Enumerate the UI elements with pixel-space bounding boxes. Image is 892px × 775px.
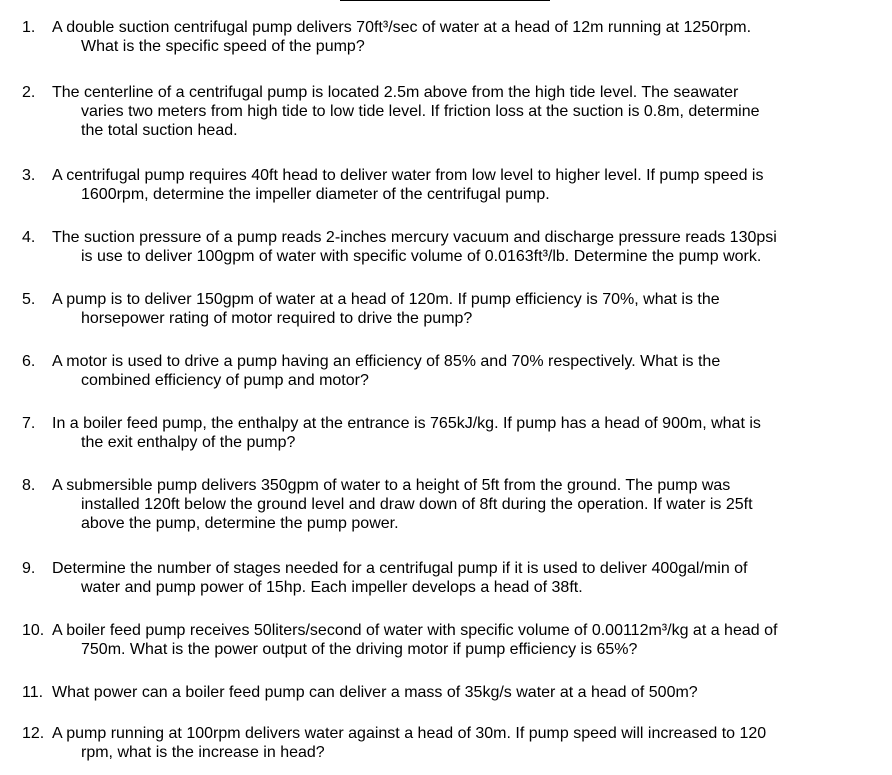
problem-text-first-line: A double suction centrifugal pump delivers 70ft³/sec of water at a head of 12m running at 1250rpm. — [52, 19, 752, 36]
problem-text: rpm, what is the increase in head? — [81, 744, 325, 761]
problem-number: 8. — [22, 477, 36, 494]
problem-number: 3. — [22, 167, 36, 184]
problem-text: water and pump power of 15hp. Each impeller develops a head of 38ft. — [81, 579, 583, 596]
problem-text-first-line: A boiler feed pump receives 50liters/second of water with specific volume of 0.00112m³/kg at a head of — [52, 622, 778, 639]
problem-text-first-line: The centerline of a centrifugal pump is located 2.5m above from the high tide level. The seawater — [52, 84, 739, 101]
problem-text-first-line: The suction pressure of a pump reads 2-inches mercury vacuum and discharge pressure reads 130psi — [52, 229, 777, 246]
problem-text-first-line: Determine the number of stages needed for a centrifugal pump if it is used to deliver 400gal/min of — [52, 560, 748, 577]
problem-number: 11. — [22, 684, 44, 701]
problem-number: 2. — [22, 84, 36, 101]
problem-text-first-line: A centrifugal pump requires 40ft head to deliver water from low level to higher level. If pump speed is — [52, 167, 764, 184]
problem-text-first-line: In a boiler feed pump, the enthalpy at the entrance is 765kJ/kg. If pump has a head of 900m, what is — [52, 415, 761, 432]
problem-text: 1600rpm, determine the impeller diameter of the centrifugal pump. — [81, 186, 550, 203]
problem-number: 7. — [22, 415, 36, 432]
problem-number: 6. — [22, 353, 36, 370]
problem-text: What is the specific speed of the pump? — [81, 38, 365, 55]
problem-text-first-line: A submersible pump delivers 350gpm of water to a height of 5ft from the ground. The pump was — [52, 477, 731, 494]
problem-text: 750m. What is the power output of the driving motor if pump efficiency is 65%? — [81, 641, 638, 658]
problem-number: 1. — [22, 19, 36, 36]
problem-number: 9. — [22, 560, 36, 577]
top-divider — [340, 0, 550, 1]
problem-text: combined efficiency of pump and motor? — [81, 372, 369, 389]
problem-text: installed 120ft below the ground level and draw down of 8ft during the operation. If water is 25ft above the pump, determine the pump power. — [81, 496, 753, 532]
problem-text: is use to deliver 100gpm of water with specific volume of 0.0163ft³/lb. Determine the pump work. — [81, 248, 762, 265]
problem-number: 4. — [22, 229, 36, 246]
problem-number: 5. — [22, 291, 36, 308]
problem-text: What power can a boiler feed pump can deliver a mass of 35kg/s water at a head of 500m? — [52, 684, 698, 701]
problem-text: horsepower rating of motor required to drive the pump? — [81, 310, 473, 327]
problem-number: 12. — [22, 725, 45, 742]
problem-text-first-line: A pump running at 100rpm delivers water against a head of 30m. If pump speed will increased to 120 — [52, 725, 767, 742]
problem-number: 10. — [22, 622, 45, 639]
problem-text: varies two meters from high tide to low tide level. If friction loss at the suction is 0.8m, determine the total suction head. — [81, 103, 760, 139]
problem-text-first-line: A motor is used to drive a pump having an efficiency of 85% and 70% respectively. What is the — [52, 353, 721, 370]
problem-text: the exit enthalpy of the pump? — [81, 434, 296, 451]
problem-text-first-line: A pump is to deliver 150gpm of water at a head of 120m. If pump efficiency is 70%, what is the — [52, 291, 720, 308]
